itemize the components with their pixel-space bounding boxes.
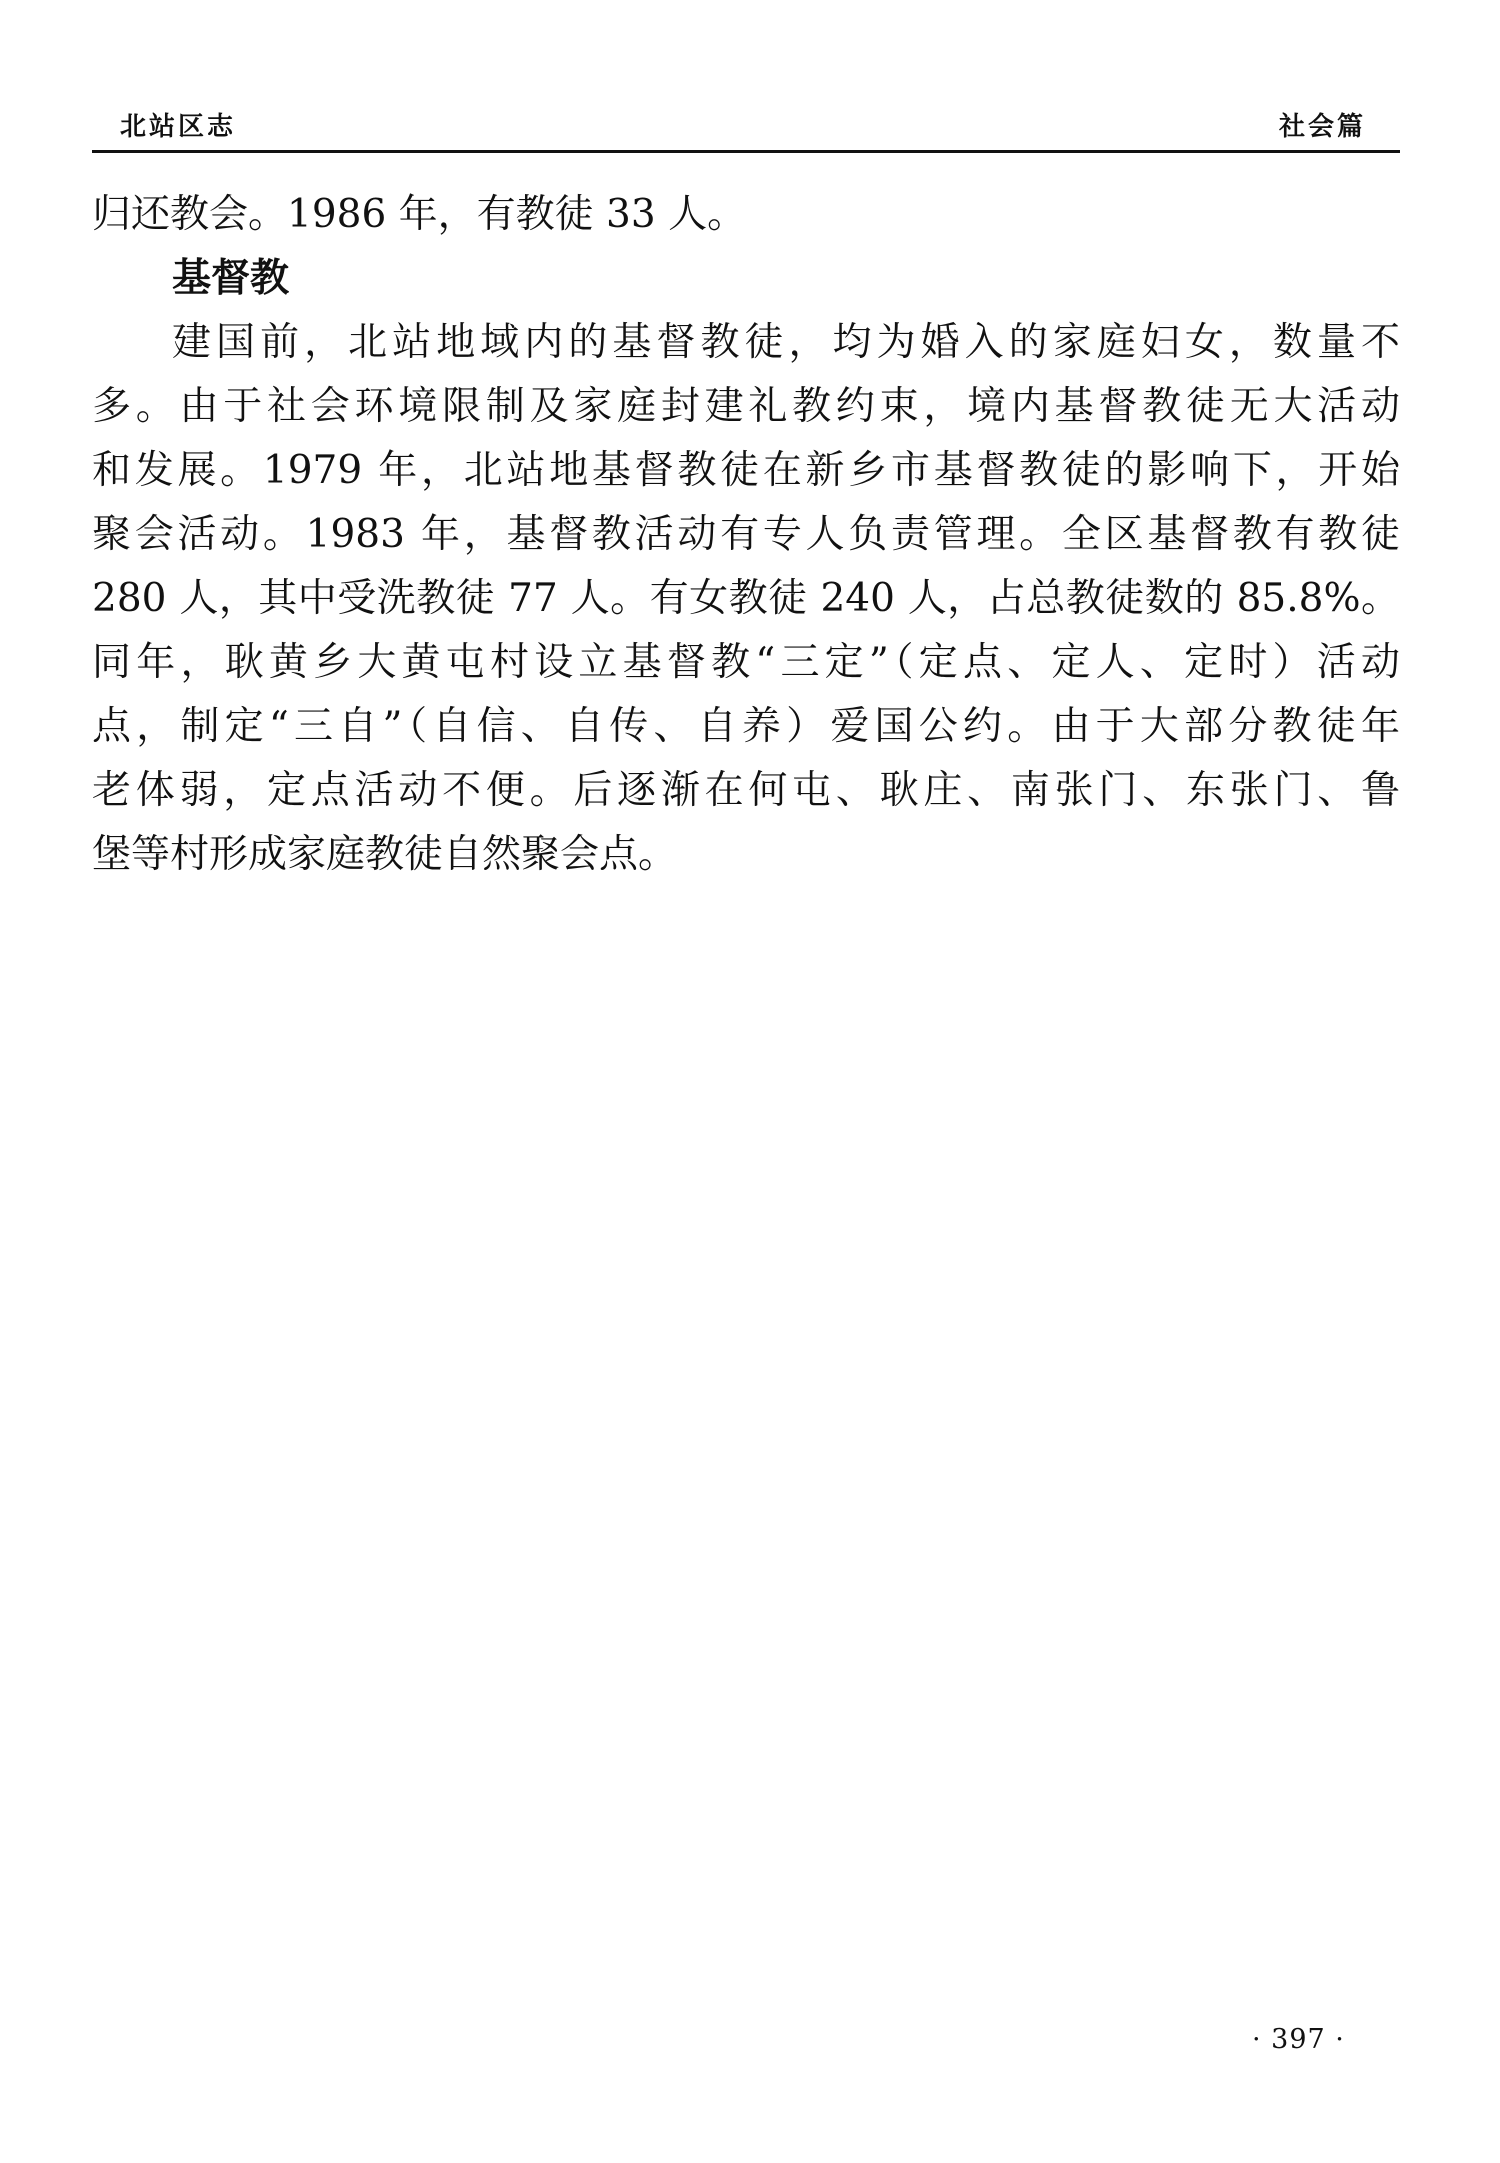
- page-header: [92, 100, 1400, 153]
- body-line: 多。由于社会环境限制及家庭封建礼教约束，境内基督教徒无大活动: [92, 384, 1400, 429]
- page-body: [92, 183, 1400, 887]
- body-line: 280 人，其中受洗教徒 77 人。有女教徒 240 人，占总教徒数的 85.8%。: [92, 576, 1400, 621]
- book-title: 北站区志: [120, 112, 237, 142]
- body-line: 同年，耿黄乡大黄屯村设立基督教“三定”（定点、定人、定时）活动: [92, 640, 1400, 685]
- body-line: 聚会活动。1983 年，基督教活动有专人负责管理。全区基督教有教徒: [92, 512, 1400, 557]
- body-line: 和发展。1979 年，北站地基督教徒在新乡市基督教徒的影响下，开始: [92, 448, 1400, 493]
- body-line: 点，制定“三自”（自信、自传、自养）爱国公约。由于大部分教徒年: [92, 704, 1400, 749]
- body-line: 归还教会。1986 年，有教徒 33 人。: [92, 192, 747, 237]
- section-title: 社会篇: [1278, 112, 1366, 142]
- body-line: 建国前，北站地域内的基督教徒，均为婚入的家庭妇女，数量不: [172, 320, 1400, 365]
- body-line: 堡等村形成家庭教徒自然聚会点。: [92, 832, 678, 877]
- body-line: 老体弱，定点活动不便。后逐渐在何屯、耿庄、南张门、东张门、鲁: [92, 768, 1400, 813]
- page-number: · 397 ·: [1252, 2024, 1345, 2055]
- section-heading: 基督教: [172, 256, 290, 301]
